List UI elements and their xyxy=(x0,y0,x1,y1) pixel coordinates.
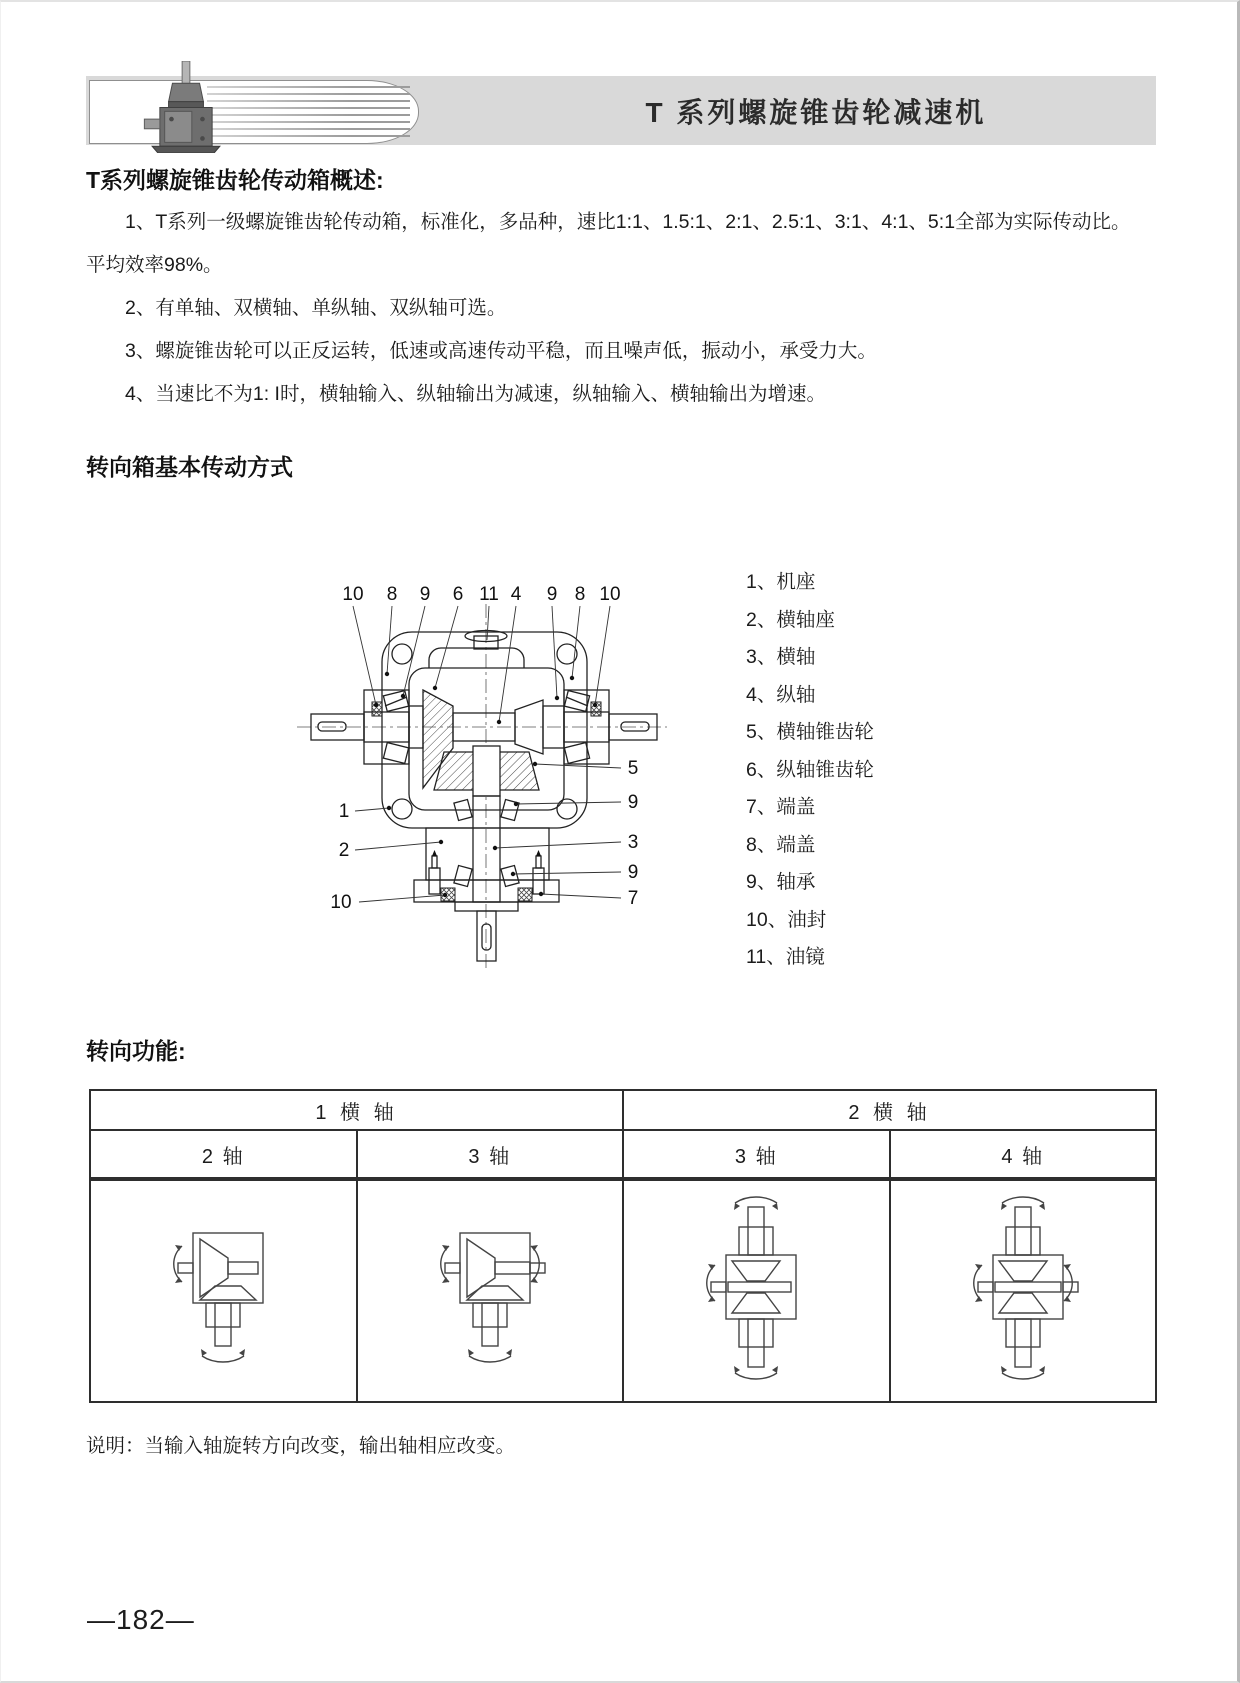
legend-item: 10、油封 xyxy=(746,908,827,931)
diagram-legend xyxy=(746,572,874,985)
callout-label: 10 xyxy=(599,584,621,605)
config-cell-4-shaft xyxy=(890,1179,1157,1402)
table-col-header: 2 轴 xyxy=(90,1130,357,1179)
legend-item: 2、横轴座 xyxy=(746,608,835,631)
legend-item: 11、油镜 xyxy=(746,946,825,968)
legend-item: 8、端盖 xyxy=(746,833,816,856)
table-col-header: 3 轴 xyxy=(623,1130,890,1179)
legend-item: 4、纵轴 xyxy=(746,683,816,706)
legend-item: 7、端盖 xyxy=(746,796,816,818)
callout-label: 3 xyxy=(627,832,639,853)
table-group-header: 1 横 轴 xyxy=(90,1090,623,1130)
overview-line: 1、T系列一级螺旋锥齿轮传动箱，标准化，多品种，速比1:1、1.5:1、2:1、2.5:1、3:1、4:1、5:1全部为实际传动比。 xyxy=(125,211,1131,233)
callout-label: 11 xyxy=(479,584,499,605)
callout-label: 4 xyxy=(510,584,522,605)
config-cell-3-shaft-a xyxy=(357,1179,624,1402)
callout-label: 5 xyxy=(627,758,639,779)
callout-label: 9 xyxy=(627,792,639,813)
gearbox-section-diagram xyxy=(269,550,669,972)
table-group-header: 2 横 轴 xyxy=(623,1090,1156,1130)
config-icon-3-shaft-b xyxy=(691,1193,821,1383)
legend-item: 1、机座 xyxy=(746,571,816,593)
callout-label: 9 xyxy=(419,584,431,605)
config-cell-2-shaft xyxy=(90,1179,357,1402)
config-cell-3-shaft-b xyxy=(623,1179,890,1402)
page-title: T 系列螺旋锥齿轮减速机 xyxy=(645,96,987,128)
callout-label: 7 xyxy=(627,888,639,909)
callout-label: 2 xyxy=(338,840,350,861)
config-icon-4-shaft xyxy=(958,1193,1088,1383)
header-banner xyxy=(86,76,1156,145)
table-col-header: 4 轴 xyxy=(890,1130,1157,1179)
callout-label: 8 xyxy=(574,584,586,605)
page-number: —182— xyxy=(87,1604,195,1635)
callout-label: 9 xyxy=(546,584,558,605)
config-icon-2-shaft xyxy=(158,1208,288,1368)
overview-body xyxy=(86,208,1164,423)
overview-line: 4、当速比不为1: I时，横轴输入、纵轴输出为减速，纵轴输入、横轴输出为增速。 xyxy=(125,383,826,405)
header-photo-box xyxy=(89,80,419,144)
gearbox-photo-icon xyxy=(142,61,230,153)
steering-heading: 转向功能: xyxy=(86,1038,186,1064)
callout-label: 9 xyxy=(627,862,639,883)
config-icon-3-shaft-a xyxy=(425,1208,555,1368)
table-col-header: 3 轴 xyxy=(357,1130,624,1179)
table-note: 说明：当输入轴旋转方向改变，输出轴相应改变。 xyxy=(86,1435,516,1457)
callout-label: 10 xyxy=(342,584,364,605)
overview-line: 3、螺旋锥齿轮可以正反运转，低速或高速传动平稳，而且噪声低，振动小，承受力大。 xyxy=(125,340,877,362)
steering-table xyxy=(89,1089,1157,1403)
overview-line: 2、有单轴、双横轴、单纵轴、双纵轴可选。 xyxy=(125,297,507,319)
overview-line: 平均效率98%。 xyxy=(86,254,223,276)
overview-heading: T系列螺旋锥齿轮传动箱概述: xyxy=(86,167,384,193)
legend-item: 5、横轴锥齿轮 xyxy=(746,721,874,743)
legend-item: 9、轴承 xyxy=(746,871,816,893)
callout-label: 6 xyxy=(452,584,464,605)
callout-label: 1 xyxy=(338,801,350,822)
legend-item: 3、横轴 xyxy=(746,646,816,668)
callout-label: 8 xyxy=(386,584,398,605)
transmission-heading: 转向箱基本传动方式 xyxy=(86,454,293,480)
callout-label: 10 xyxy=(330,892,352,913)
legend-item: 6、纵轴锥齿轮 xyxy=(746,758,874,781)
